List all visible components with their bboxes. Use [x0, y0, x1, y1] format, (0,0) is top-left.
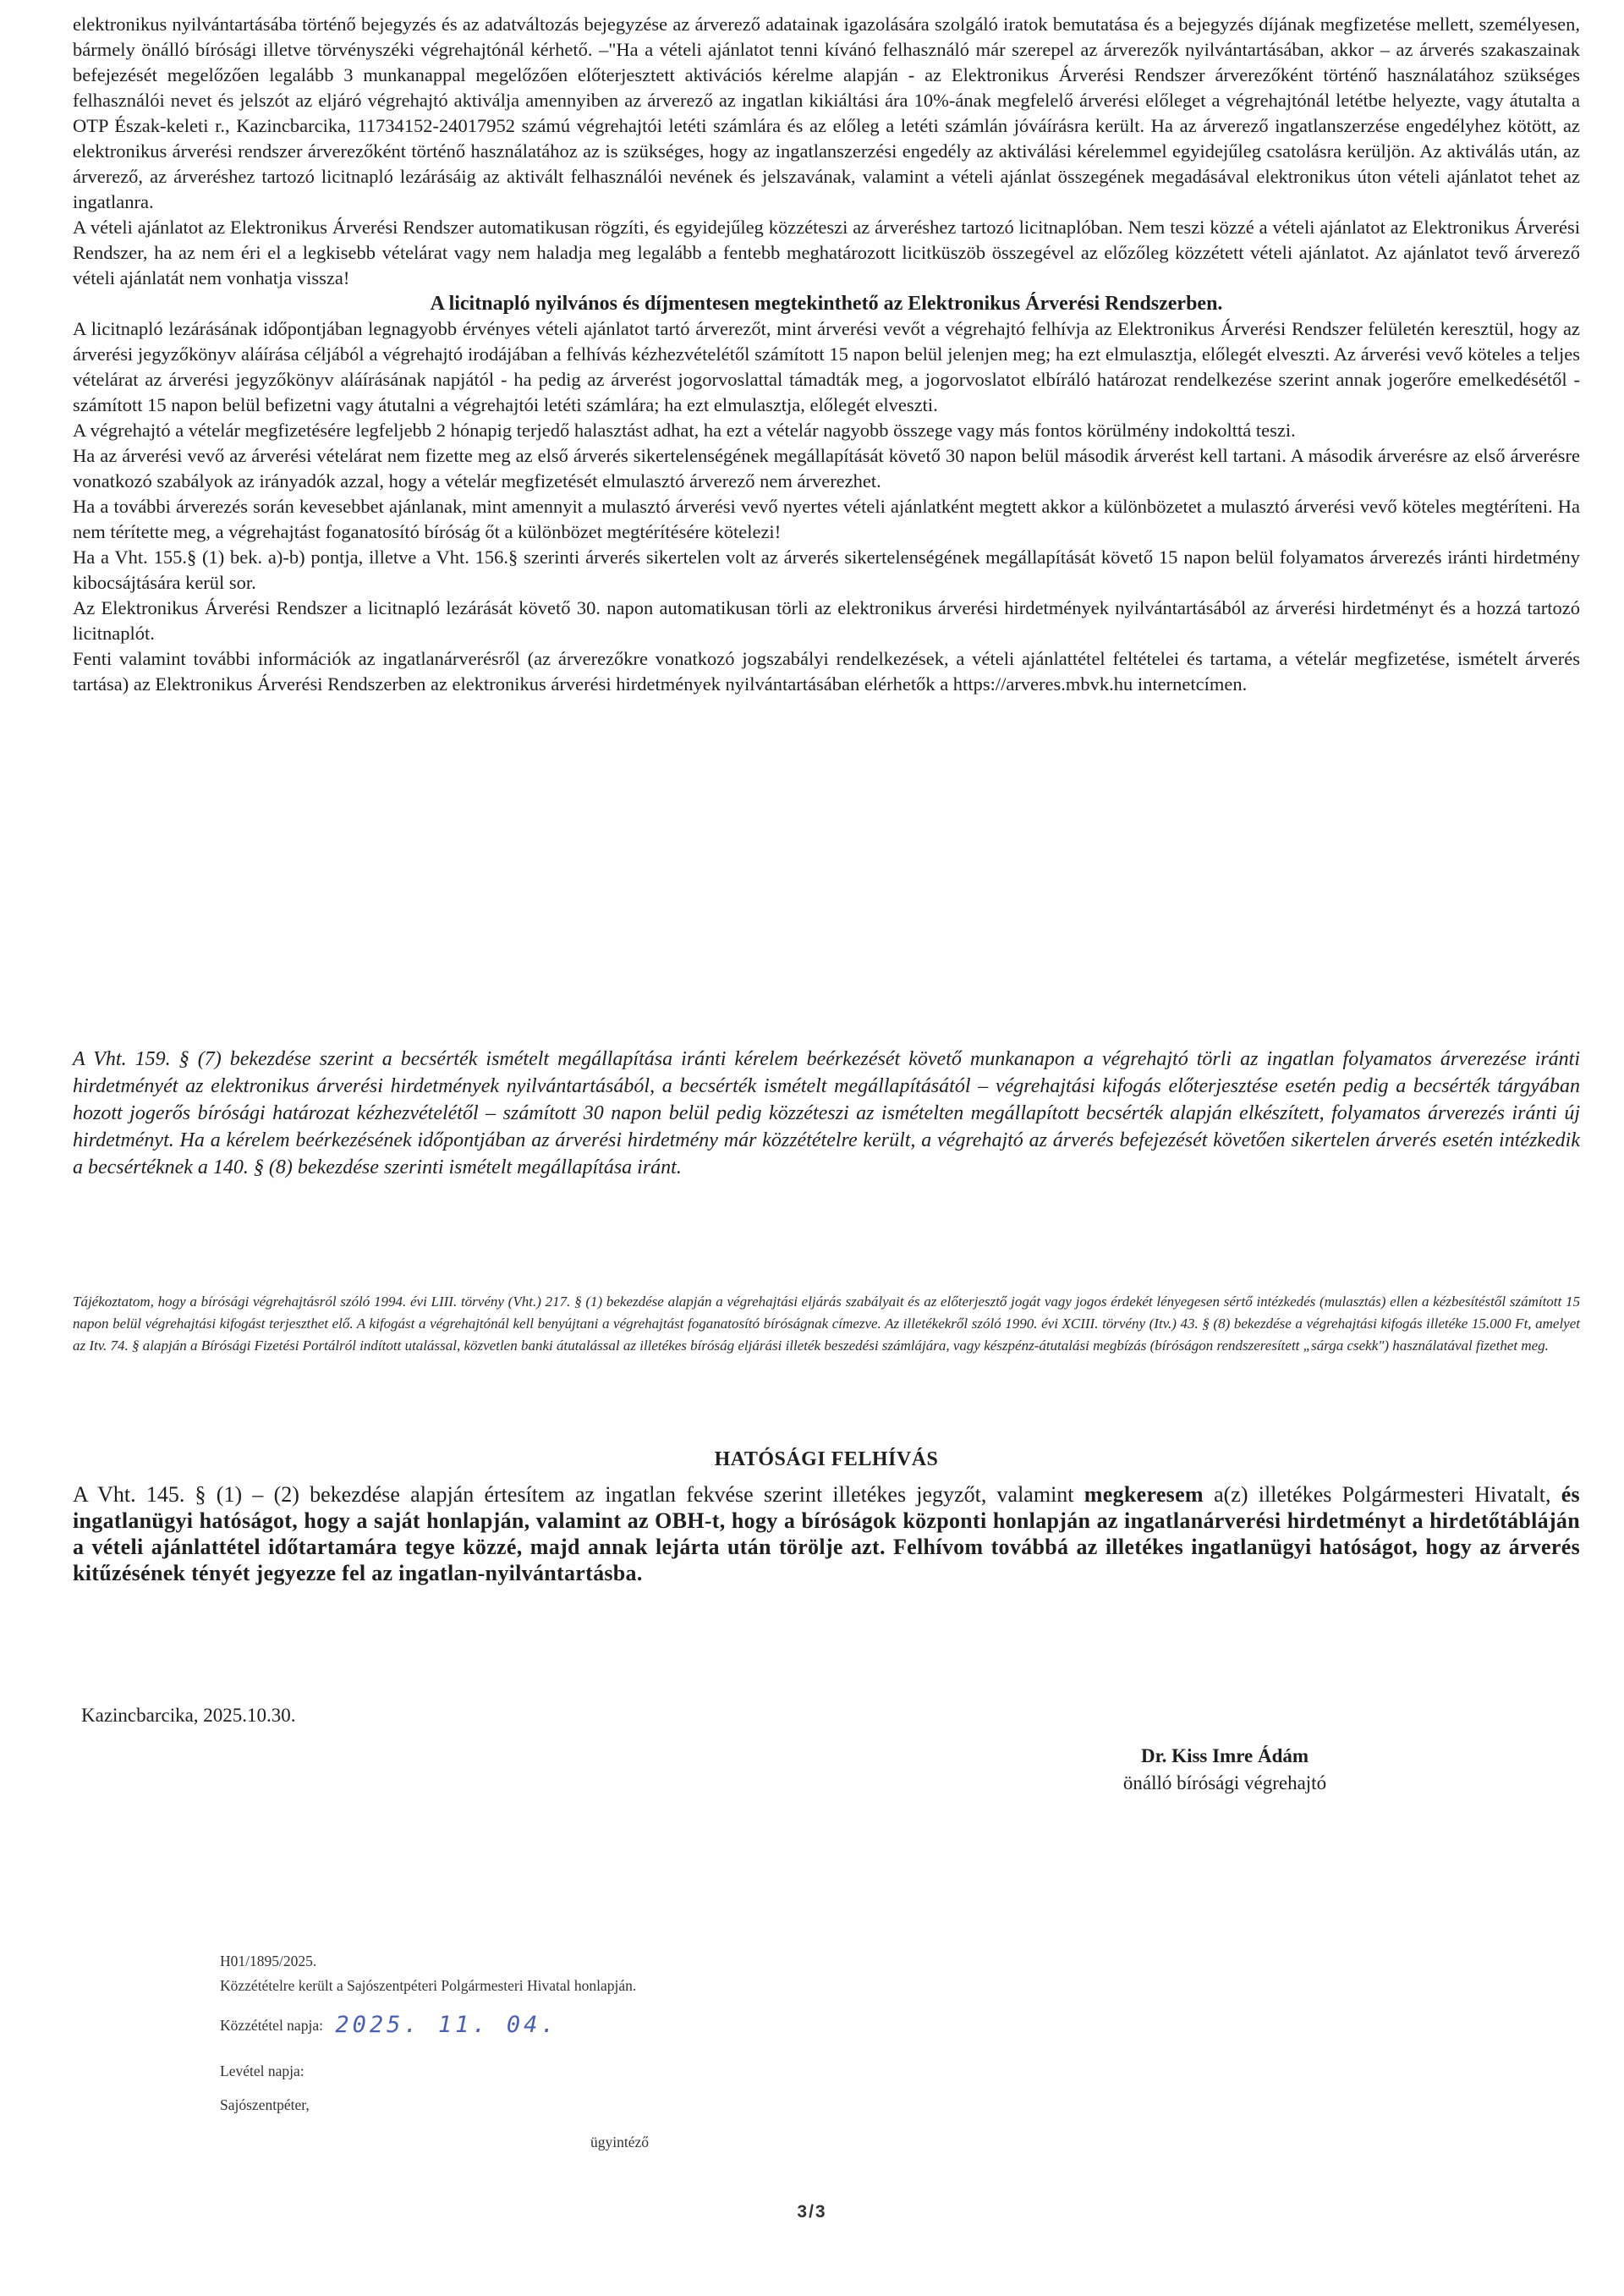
clerk-label: ügyintéző: [590, 2134, 650, 2150]
removal-label: Levétel napja:: [220, 2063, 304, 2079]
paragraph-bid-recording: A vételi ajánlatot az Elektronikus Árverési Rendszer automatikusan rögzíti, és egyidejűleg közzéteszi az árveréshez tartozó licitnaplóban. Nem teszi közzé a vételi ajánlatot az Elektronikus Árverési Rendszer, ha az nem éri el a legkisebb vételárat vagy nem haladja meg legalább a fentebb meghatározott licitküszöb összegével az előzőleg közzétett vételi ajánlatot. Az ajánlatot tevő árverező vételi ajánlatát nem vonhatja vissza!: [73, 217, 1580, 288]
paragraph-deletion: Az Elektronikus Árverési Rendszer a licitnapló lezárását követő 30. napon automatikusan törli az elektronikus árverési hirdetmények nyilvántartásából az árverési hirdetményt és a hozzá tartozó licitnaplót.: [73, 597, 1580, 644]
case-number: H01/1895/2025.: [220, 1953, 317, 1969]
authority-text-part-2: a(z) illetékes Polgármesteri Hivatalt,: [1203, 1482, 1561, 1507]
paragraph-difference: Ha a további árverezés során kevesebbet ajánlanak, mint amennyit a mulasztó árverési vevő nyertes vételi ajánlatként megtett akkor a különbözetet a mulasztó árverési vevő köteles megtéríteni. Ha nem térítette meg, a végrehajtást foganatosító bíróság őt a különbözet megtérítésére kötelezi!: [73, 496, 1580, 542]
paragraph-winner: A licitnapló lezárásának időpontjában legnagyobb érvényes vételi ajánlatot tartó árverezőt, mint árverési vevőt a végrehajtó felhívja az Elektronikus Árverési Rendszer felületén keresztül, hogy az árverési jegyzőkönyv aláírása céljából a végrehajtó irodájában a felhívás kézhezvételétől számított 15 napon belül jelenjen meg; ha ezt elmulasztja, előlegét elveszti. Az árverési vevő köteles a teljes vételárat az árverési jegyzőkönyv aláírásának napjától - ha pedig az árverést jogorvoslattal támadták meg, a jogorvoslatot elbíráló határozat rendelkezése szerint annak jogerőre emelkedésétől - számított 15 napon belül befizetni vagy átutalni a végrehajtói letéti számlára; ha ezt elmulasztja, előlegét elveszti.: [73, 318, 1580, 415]
paragraph-info-link: Fenti valamint további információk az ingatlanárverésről (az árverezőkre vonatkozó jogszabályi rendelkezések, a vételi ajánlattétel feltételei és tartama, a vételár megfizetése, ismételt árverés tartása) az Elektronikus Árverési Rendszerben az elektronikus árverési hirdetmények nyilvántartásában elérhetők a https://arveres.mbvk.hu internetcímen.: [73, 648, 1580, 695]
authority-text: [73, 1481, 1580, 1586]
published-note: Közzétételre került a Sajószentpéteri Polgármesteri Hivatal honlapján.: [220, 1977, 637, 1994]
italic-block: [73, 1046, 1580, 1181]
place-label: Sajószentpéter,: [220, 2096, 310, 2113]
page-number: 3/3: [797, 2202, 827, 2222]
authority-text-part-1: A Vht. 145. § (1) – (2) bekezdése alapján értesítem az ingatlan fekvése szerint illetékes jegyzőt, valamint: [73, 1482, 1084, 1507]
main-text-block: [73, 12, 1580, 697]
paragraph-deferral: A végrehajtó a vételár megfizetésére legfeljebb 2 hónapig terjedő halasztást adhat, ha ezt a vételár nagyobb összege vagy más fontos körülmény indokolttá teszi.: [73, 420, 1296, 441]
authority-text-bold-2: és ingatlanügyi hatóságot, hogy a saját honlapján, valamint az OBH-t, hogy a bíróságok központi honlapján az ingatlanárverési hirdetményt a hirdetőtábláján a vételi ajánlattétel időtartamára tegye közzé, majd annak lejárta után törölje azt. Felhívom továbbá az illetékes ingatlanügyi hatóságot, hogy az árverés kitűzésének tényét jegyezze fel az ingatlan-nyilvántartásba.: [73, 1482, 1580, 1585]
signature-block: [1056, 1743, 1394, 1797]
publication-date-row: [220, 2010, 558, 2036]
paragraph-continuous-auction: Ha a Vht. 155.§ (1) bek. a)-b) pontja, illetve a Vht. 156.§ szerinti árverés sikertelen volt az árverés sikertelenségének megállapítását követő 15 napon belül folyamatos árverezés iránti hirdetmény kibocsájtására kerül sor.: [73, 547, 1580, 593]
paragraph-registration: elektronikus nyilvántartásába történő bejegyzés és az adatváltozás bejegyzése az árverező adatainak igazolására szolgáló iratok bemutatása és a bejegyzés díjának megfizetése mellett, személyesen, bármely önálló bírósági illetve törvényszéki végrehajtónál kérhető. –"Ha a vételi ajánlatot tenni kívánó felhasználó már szerepel az árverezők nyilvántartásában, akkor – az árverés szakaszainak befejezését megelőzően legalább 3 munkanappal megelőzően előterjesztett aktivációs kérelme alapján - az Elektronikus Árverési Rendszer árverezőként történő használatához szükséges felhasználói nevet és jelszót az eljáró végrehajtó aktiválja amennyiben az árverező az ingatlan kikiáltási ára 10%-ának megfelelő árverési előleget a végrehajtónál letétbe helyezte, vagy átutalta a OTP Észak-keleti r., Kazincbarcika, 11734152-24017952 számú végrehajtói letéti számlára és az előleg a letéti számlán jóváírásra került. Ha az árverező ingatlanszerzése engedélyhez kötött, az elektronikus árverési rendszer árverezőként történő használatához az is szükséges, hogy az ingatlanszerzési engedély az aktiválási kérelemmel egyidejűleg csatolásra kerüljön. Az aktiválás után, az árverező, az árveréshez tartozó licitnapló lezárásáig az aktivált felhasználói nevének és jelszavának, valamint a vételi ajánlat összegének megadásával elektronikus úton vételi ajánlatot tehet az ingatlanra.: [73, 14, 1580, 212]
paragraph-second-auction: Ha az árverési vevő az árverési vételárat nem fizette meg az első árverés sikertelenségének megállapítását követő 30 napon belül második árverést kell tartani. A második árverésre az első árverésre vonatkozó szabályok az irányadók azzal, hogy a vételár megfizetését elmulasztó árverező nem árverezhet.: [73, 445, 1580, 492]
authority-block: [73, 1448, 1580, 1586]
paragraph-remedy-info: Tájékoztatom, hogy a bírósági végrehajtásról szóló 1994. évi LIII. törvény (Vht.) 217. § (1) bekezdése alapján a végrehajtási eljárás szabályait és az előterjesztő jogát vagy jogos érdekét lényegesen sértő intézkedés (mulasztás) ellen a kézbesítéstől számított 15 napon belül végrehajtási kifogást terjeszthet elő. A kifogást a végrehajtónál kell benyújtani a végrehajtást foganatosító bíróságnak címezve. Az illetékekről szóló 1990. évi XCIII. törvény (Itv.) 43. § (8) bekezdése a végrehajtási kifogás illetéke 15.000 Ft, amelyet az Itv. 74. § alapján a Bírósági Fizetési Portálról indított utalással, közvetlen banki átutalással az illetékes bíróság eljárási illeték beszedési számlájára, vagy készpénz-átutalási megbízás (bíróságon rendszeresített „sárga csekk") használatával fizethet meg.: [73, 1294, 1580, 1354]
licitnaplo-notice: A licitnapló nyilvános és díjmentesen megtekinthető az Elektronikus Árverési Rendszerben.: [430, 293, 1223, 315]
small-italic-block: [73, 1291, 1580, 1357]
place-date: Kazincbarcika, 2025.10.30.: [81, 1705, 296, 1726]
paragraph-vht-159: A Vht. 159. § (7) bekezdése szerint a becsérték ismételt megállapítása iránti kérelem beérkezését követő munkanapon a végrehajtó törli az ingatlan folyamatos árverezése iránti hirdetményét az elektronikus árverési hirdetmények nyilvántartásából, a becsérték ismételt megállapításától – végrehajtási kifogás előterjesztése esetén pedig a becsérték tárgyában hozott jogerős bírósági határozat kézhezvételétől – számított 30 napon belül pedig közzéteszi az ismételten megállapított becsérték alapján elkészített, folyamatos árverezés iránti új hirdetményt. Ha a kérelem beérkezésének időpontjában az árverési hirdetmény már közzétételre került, a végrehajtó az árverés befejezését követően sikertelen árverés esetén intézkedik a becsértéknek a 140. § (8) bekezdése szerinti ismételt megállapítása iránt.: [73, 1048, 1580, 1178]
publication-date-handwritten: 2025. 11. 04.: [335, 2012, 558, 2038]
signer-name: Dr. Kiss Imre Ádám: [1140, 1745, 1309, 1766]
authority-text-bold-1: megkeresem: [1084, 1482, 1204, 1507]
publication-label: Közzététel napja:: [220, 2017, 323, 2034]
authority-heading: HATÓSÁGI FELHÍVÁS: [714, 1448, 939, 1470]
signer-title: önálló bírósági végrehajtó: [1122, 1772, 1327, 1793]
